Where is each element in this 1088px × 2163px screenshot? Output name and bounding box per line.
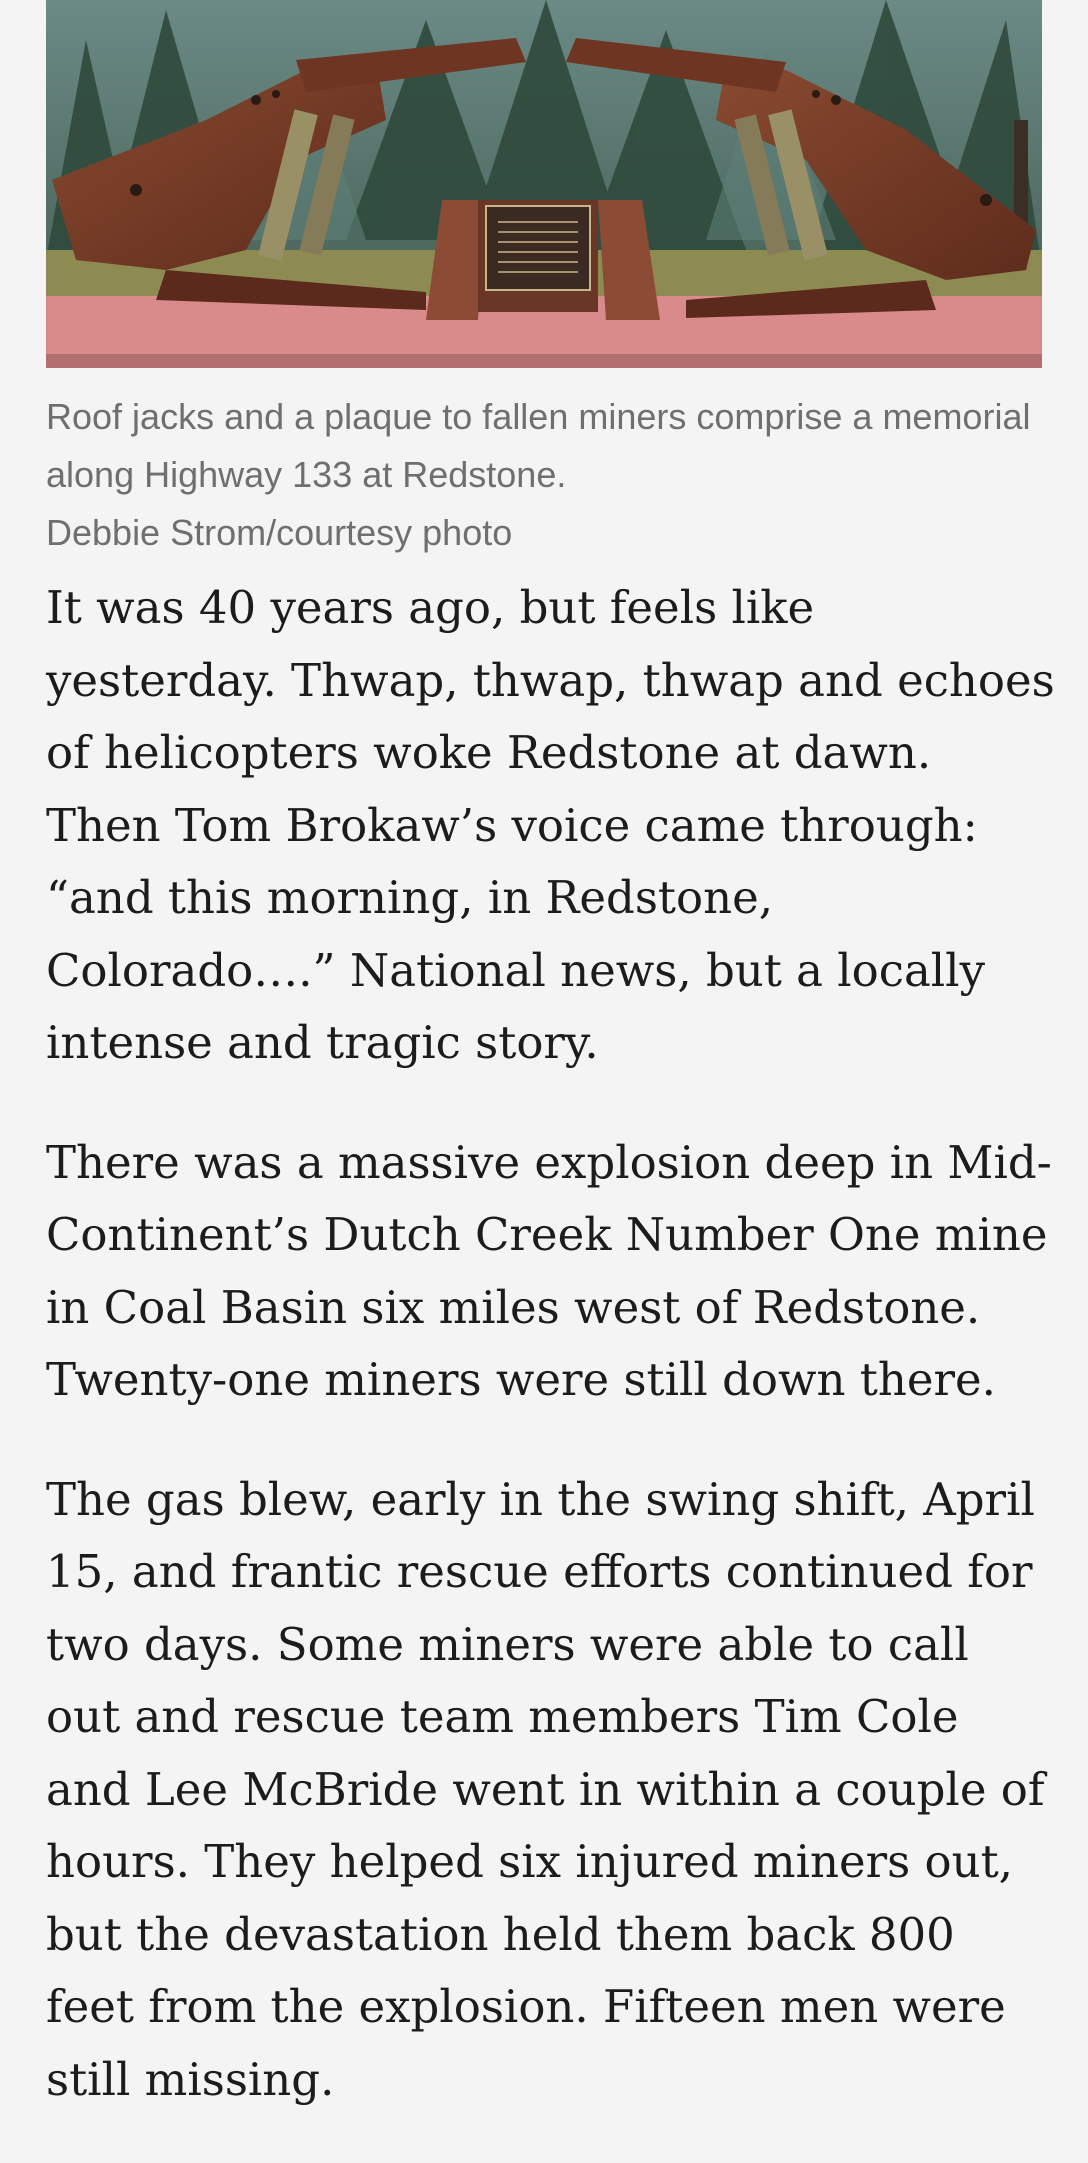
article-paragraph: The gas blew, early in the swing shift, April 15, and frantic rescue efforts continued for two days. Some miners were able to call out and rescue team members Tim Cole and Lee McBride went in within a couple of hours. They helped six injured miners out, but the devastation held them back 800 feet from the explosion. Fifteen men were still missing. bbox=[46, 1472, 1045, 2106]
photo-caption bbox=[46, 388, 1046, 562]
article-paragraph: There was a massive explosion deep in Mid-Continent’s Dutch Creek Number One mine in Coal Basin six miles west of Redstone. Twenty-one miners were still down there. bbox=[46, 1135, 1052, 1406]
memorial-plaque bbox=[426, 200, 660, 320]
caption-credit: Debbie Strom/courtesy photo bbox=[46, 512, 513, 553]
article-body bbox=[46, 572, 1056, 2163]
caption-text: Roof jacks and a plaque to fallen miners comprise a memorial along Highway 133 at Redstone. bbox=[46, 396, 1031, 495]
memorial-photo bbox=[46, 0, 1042, 368]
article-paragraph: It was 40 years ago, but feels like yesterday. Thwap, thwap, thwap and echoes of helicopters woke Redstone at dawn. Then Tom Brokaw’s voice came through: “and this morning, in Redstone, Colorado….” National news, but a locally intense and tragic story. bbox=[46, 581, 1055, 1069]
